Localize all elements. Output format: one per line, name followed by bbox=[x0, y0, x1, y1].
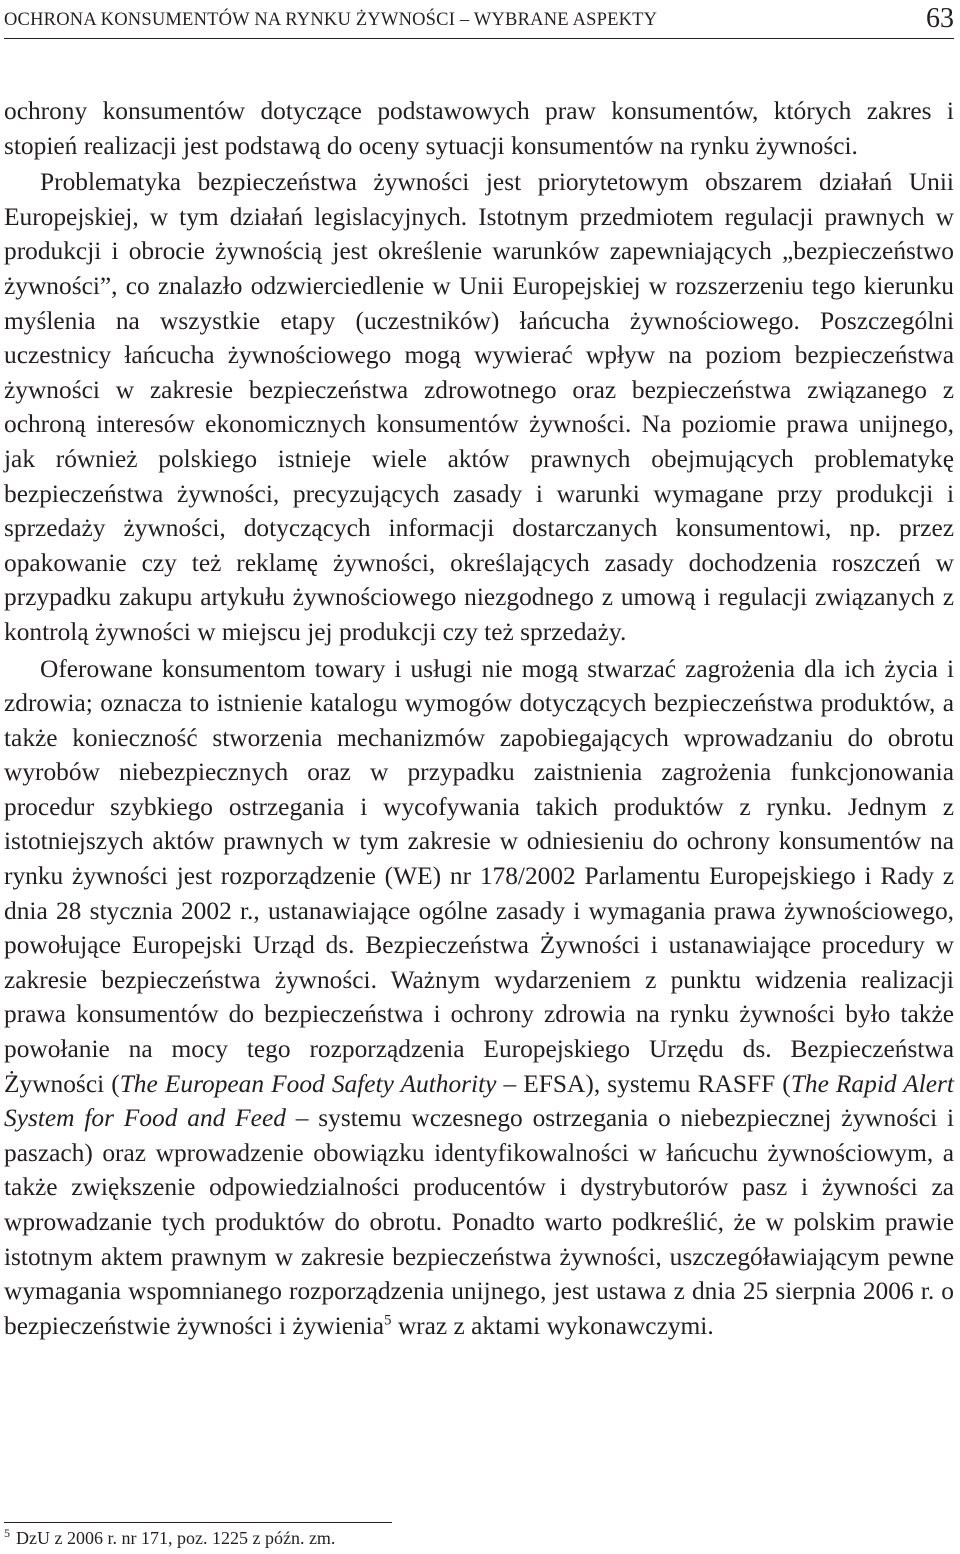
footnote-divider bbox=[4, 1522, 392, 1523]
paragraph-text: wraz z aktami wykonawczymi. bbox=[391, 1311, 714, 1340]
efsa-name-italic: The European Food Safety Authority bbox=[119, 1069, 497, 1098]
paragraph-food-safety-priority: Problematyka bezpieczeństwa żywności jest priorytetowym obszarem działań Unii Europejskiej, w tym działań legislacyjnych. Istotnym przedmiotem regulacji prawnych w produkcji i obrocie żywnością jest określenie warunków zapewniających „bezpieczeństwo żywności”, co znalazło odzwierciedlenie w Unii Europejskiej w rozszerzeniu tego kierunku myślenia na wszystkie etapy (uczestników) łańcucha żywnościowego. Poszczególni uczestnicy łańcucha żywnościowego mogą wywierać wpływ na poziom bezpieczeństwa żywności w zakresie bezpieczeństwa zdrowotnego oraz bezpieczeństwa związanego z ochroną interesów ekonomicznych konsumentów żywności. Na poziomie prawa unijnego, jak również polskiego istnieje wiele aktów prawnych obejmujących problematykę bezpieczeństwa żywności, precyzujących zasady i warunki wymagane przy produkcji i sprzedaży żywności, dotyczących informacji dostarczanych konsumentowi, np. przez opakowanie czy też reklamę żywności, określających zasady dochodzenia roszczeń w przypadku zakupu artykułu żywnościowego niezgodnego z umową i regulacji związanych z kontrolą żywności w miejscu jej produkcji czy też sprzedaży. bbox=[4, 168, 954, 646]
paragraph-text: Oferowane konsumentom towary i usługi nie mogą stwarzać zagrożenia dla ich życia i zdrowia; oznacza to istnienie katalogu wymogów dotyczących bezpieczeństwa produktów, a także konieczność stworzenia mechanizmów zapobiegających wprowadzaniu do obrotu wyrobów niebezpiecznych oraz w przypadku zaistnienia zagrożenia funkcjonowania procedur szybkiego ostrzegania i wycofywania takich produktów z rynku. Jednym z istotniejszych aktów prawnych w tym zakresie w odniesieniu do ochrony konsumentów na rynku żywności jest rozporządzenie (WE) nr 178/2002 Parlamentu Europejskiego i Rady z dnia 28 stycznia 2002 r., ustanawiające ogólne zasady i wymagania prawa żywnościowego, powołujące Europejski Urząd ds. Bezpieczeństwa Żywności i ustanawiające procedury w zakresie bezpieczeństwa żywności. Ważnym wydarzeniem z punktu widzenia realizacji prawa konsumentów do bezpieczeństwa i ochrony zdrowia na rynku żywności było także powołanie na mocy tego rozporządzenia Europejskiego Urzędu ds. Bezpieczeństwa Żywności ( bbox=[4, 654, 954, 1098]
running-header bbox=[4, 4, 954, 39]
footnote-reference[interactable]: 5 bbox=[384, 1312, 392, 1329]
running-title: OCHRONA KONSUMENTÓW NA RYNKU ŻYWNOŚCI – WYBRANE ASPEKTY bbox=[4, 10, 658, 30]
footnote bbox=[4, 1528, 335, 1549]
paragraph-text: – EFSA), systemu RASFF ( bbox=[496, 1069, 791, 1098]
rasff-name-italic: The Rapid Alert System for Food and Feed bbox=[4, 1069, 954, 1133]
body-text bbox=[4, 94, 954, 1343]
page-number: 63 bbox=[926, 3, 954, 34]
footnote-text: DzU z 2006 r. nr 171, poz. 1225 z późn. zm. bbox=[16, 1528, 336, 1548]
paragraph-text: – systemu wczesnego ostrzegania o niebezpiecznej żywności i paszach) oraz wprowadzenie obowiązku identyfikowalności w łańcuchu żywnościowym, a także zwiększenie odpowiedzialności producentów i dystrybutorów pasz i żywności za wprowadzanie tych produktów do obrotu. Ponadto warto podkreślić, że w polskim prawie istotnym aktem prawnym w zakresie bezpieczeństwa żywności, uszczegóławiającym pewne wymagania wspomnianego rozporządzenia unijnego, jest ustawa z dnia 25 sierpnia 2006 r. o bezpieczeństwie żywności i żywienia bbox=[4, 1104, 955, 1340]
paragraph-continuation: ochrony konsumentów dotyczące podstawowych praw konsumentów, których zakres i stopień realizacji jest podstawą do oceny sytuacji konsumentów na rynku żywności. bbox=[4, 97, 954, 160]
footnote-number: 5 bbox=[4, 1526, 10, 1540]
paragraph-consumer-goods-safety bbox=[4, 652, 954, 1344]
